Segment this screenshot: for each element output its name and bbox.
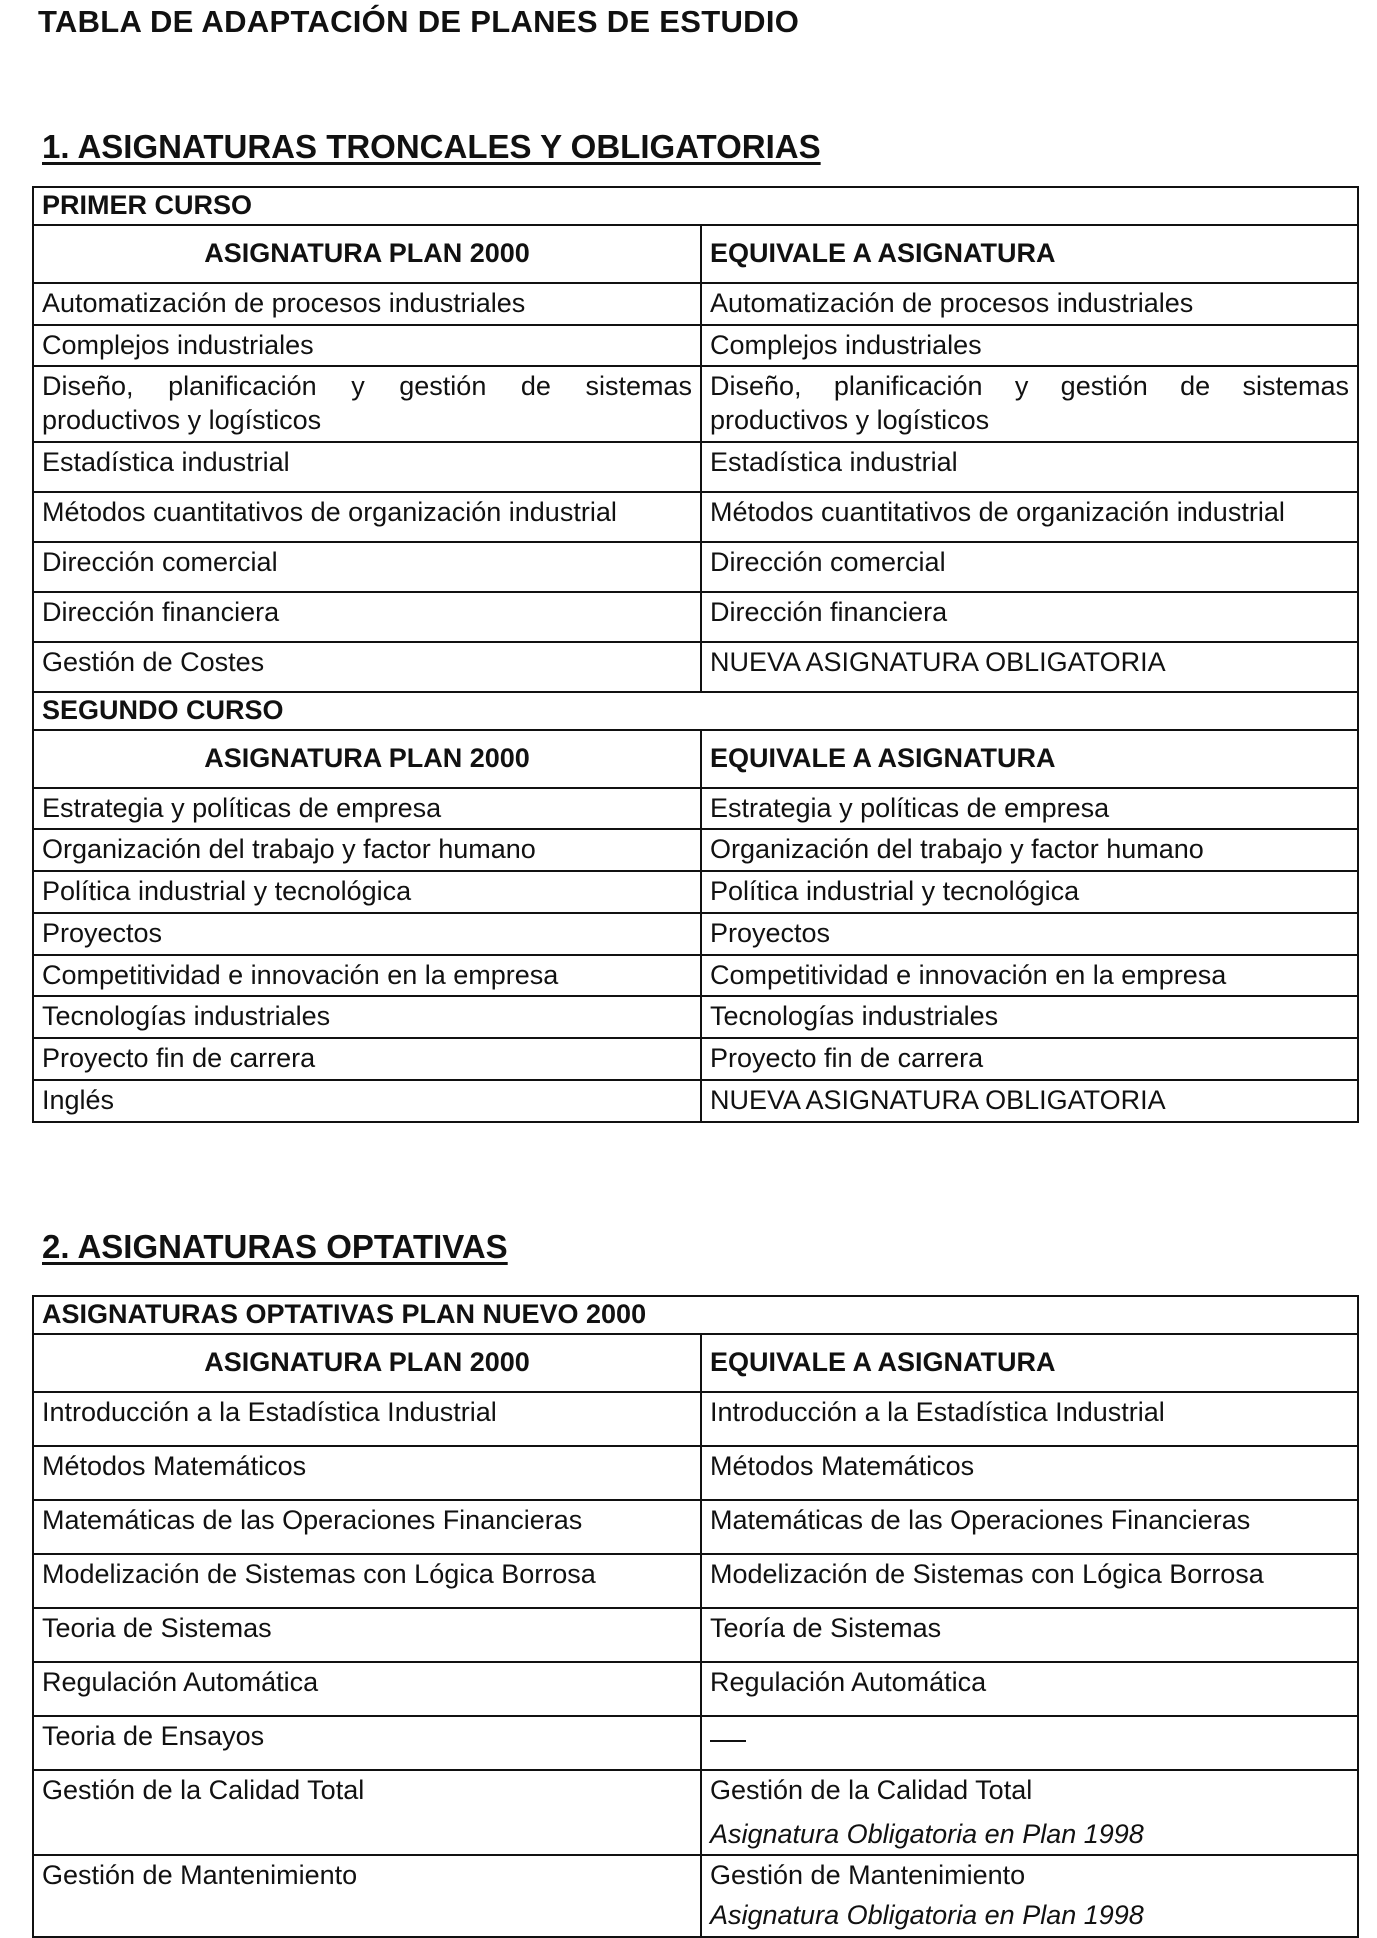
cell-plan-2000: Competitividad e innovación en la empresa: [33, 955, 701, 997]
cell-equivale: Introducción a la Estadística Industrial: [701, 1392, 1358, 1446]
table-row: [33, 542, 1358, 592]
cell-equivale: Diseño, planificación y gestión de sistemas productivos y logísticos: [701, 366, 1358, 442]
table-row: [33, 788, 1358, 830]
cell-plan-2000: Teoria de Sistemas: [33, 1608, 701, 1662]
cell-plan-2000: Gestión de Mantenimiento: [33, 1855, 701, 1937]
cell-equivale: Automatización de procesos industriales: [701, 283, 1358, 325]
table-row: [33, 871, 1358, 913]
cell-equivale: Modelización de Sistemas con Lógica Borrosa: [701, 1554, 1358, 1608]
table-row: [33, 1608, 1358, 1662]
column-header-plan-2000: ASIGNATURA PLAN 2000: [33, 1334, 701, 1392]
cell-equivale: Dirección financiera: [701, 592, 1358, 642]
table-row: [33, 996, 1358, 1038]
cell-equivale: Teoría de Sistemas: [701, 1608, 1358, 1662]
group-row-optativas: [33, 1296, 1358, 1334]
cell-equivale: Métodos cuantitativos de organización industrial: [701, 492, 1358, 542]
cell-equivale: Proyectos: [701, 913, 1358, 955]
cell-equivale: [701, 1716, 1358, 1770]
group-row-primer-curso: [33, 187, 1358, 225]
table-row: [33, 955, 1358, 997]
cell-equivale: [701, 1855, 1358, 1937]
table-row: [33, 1716, 1358, 1770]
table-row: [33, 829, 1358, 871]
cell-plan-2000: Gestión de la Calidad Total: [33, 1770, 701, 1856]
cell-equivale: Proyecto fin de carrera: [701, 1038, 1358, 1080]
table-troncales-obligatorias: [32, 186, 1359, 1123]
cell-plan-2000: Métodos Matemáticos: [33, 1446, 701, 1500]
table-row: [33, 283, 1358, 325]
cell-plan-2000: Tecnologías industriales: [33, 996, 701, 1038]
table-row: [33, 1080, 1358, 1122]
cell-plan-2000: Métodos cuantitativos de organización industrial: [33, 492, 701, 542]
header-row: [33, 730, 1358, 788]
table-row: [33, 325, 1358, 367]
cell-equivale: Matemáticas de las Operaciones Financieras: [701, 1500, 1358, 1554]
table-row: [33, 442, 1358, 492]
table-row: [33, 642, 1358, 692]
column-header-plan-2000: ASIGNATURA PLAN 2000: [33, 225, 701, 283]
column-header-plan-2000: ASIGNATURA PLAN 2000: [33, 730, 701, 788]
cell-plan-2000: Regulación Automática: [33, 1662, 701, 1716]
cell-equivale: Política industrial y tecnológica: [701, 871, 1358, 913]
group-label: ASIGNATURAS OPTATIVAS PLAN NUEVO 2000: [33, 1296, 1358, 1334]
cell-equivale-text: Gestión de Mantenimiento: [710, 1860, 1026, 1891]
table-row: [33, 366, 1358, 442]
cell-equivale: Competitividad e innovación en la empresa: [701, 955, 1358, 997]
table-row: [33, 1770, 1358, 1856]
cell-equivale: Métodos Matemáticos: [701, 1446, 1358, 1500]
table-row: [33, 1855, 1358, 1937]
cell-equivale-text: Gestión de la Calidad Total: [710, 1774, 1033, 1805]
cell-plan-2000: Matemáticas de las Operaciones Financieras: [33, 1500, 701, 1554]
table-row: [33, 1038, 1358, 1080]
cell-equivale: Complejos industriales: [701, 325, 1358, 367]
group-row-segundo-curso: [33, 692, 1358, 730]
column-header-equivale: EQUIVALE A ASIGNATURA: [701, 730, 1358, 788]
note-obligatoria-plan-1998: Asignatura Obligatoria en Plan 1998: [710, 1818, 1144, 1849]
cell-equivale: Estadística industrial: [701, 442, 1358, 492]
table-row: [33, 1446, 1358, 1500]
group-label: SEGUNDO CURSO: [33, 692, 1358, 730]
cell-plan-2000: Proyecto fin de carrera: [33, 1038, 701, 1080]
cell-plan-2000: Estadística industrial: [33, 442, 701, 492]
cell-plan-2000: Modelización de Sistemas con Lógica Borrosa: [33, 1554, 701, 1608]
cell-equivale: Dirección comercial: [701, 542, 1358, 592]
cell-equivale: Organización del trabajo y factor humano: [701, 829, 1358, 871]
group-label: PRIMER CURSO: [33, 187, 1358, 225]
column-header-equivale: EQUIVALE A ASIGNATURA: [701, 1334, 1358, 1392]
cell-equivale: NUEVA ASIGNATURA OBLIGATORIA: [701, 1080, 1358, 1122]
cell-plan-2000: Gestión de Costes: [33, 642, 701, 692]
cell-plan-2000: Introducción a la Estadística Industrial: [33, 1392, 701, 1446]
section-heading-troncales: 1. ASIGNATURAS TRONCALES Y OBLIGATORIAS: [42, 128, 821, 165]
cell-plan-2000: Automatización de procesos industriales: [33, 283, 701, 325]
cell-equivale: [701, 1770, 1358, 1856]
section-heading-optativas: 2. ASIGNATURAS OPTATIVAS: [42, 1228, 508, 1265]
cell-equivale: NUEVA ASIGNATURA OBLIGATORIA: [701, 642, 1358, 692]
cell-plan-2000: Organización del trabajo y factor humano: [33, 829, 701, 871]
table-row: [33, 1554, 1358, 1608]
cell-plan-2000: Política industrial y tecnológica: [33, 871, 701, 913]
table-row: [33, 1500, 1358, 1554]
header-row: [33, 1334, 1358, 1392]
table-row: [33, 1392, 1358, 1446]
column-header-equivale: EQUIVALE A ASIGNATURA: [701, 225, 1358, 283]
document-title: TABLA DE ADAPTACIÓN DE PLANES DE ESTUDIO: [38, 4, 800, 39]
cell-equivale: Regulación Automática: [701, 1662, 1358, 1716]
header-row: [33, 225, 1358, 283]
table-row: [33, 492, 1358, 542]
table-row: [33, 592, 1358, 642]
cell-plan-2000: Teoria de Ensayos: [33, 1716, 701, 1770]
cell-plan-2000: Diseño, planificación y gestión de sistemas productivos y logísticos: [33, 366, 701, 442]
table-row: [33, 913, 1358, 955]
cell-equivale: Tecnologías industriales: [701, 996, 1358, 1038]
cell-plan-2000: Inglés: [33, 1080, 701, 1122]
cell-plan-2000: Dirección comercial: [33, 542, 701, 592]
cell-equivale: Estrategia y políticas de empresa: [701, 788, 1358, 830]
cell-plan-2000: Dirección financiera: [33, 592, 701, 642]
cell-plan-2000: Proyectos: [33, 913, 701, 955]
cell-plan-2000: Complejos industriales: [33, 325, 701, 367]
dash-mark: [710, 1740, 746, 1742]
cell-plan-2000: Estrategia y políticas de empresa: [33, 788, 701, 830]
table-row: [33, 1662, 1358, 1716]
table-optativas: [32, 1295, 1359, 1938]
note-obligatoria-plan-1998: Asignatura Obligatoria en Plan 1998: [710, 1900, 1144, 1930]
